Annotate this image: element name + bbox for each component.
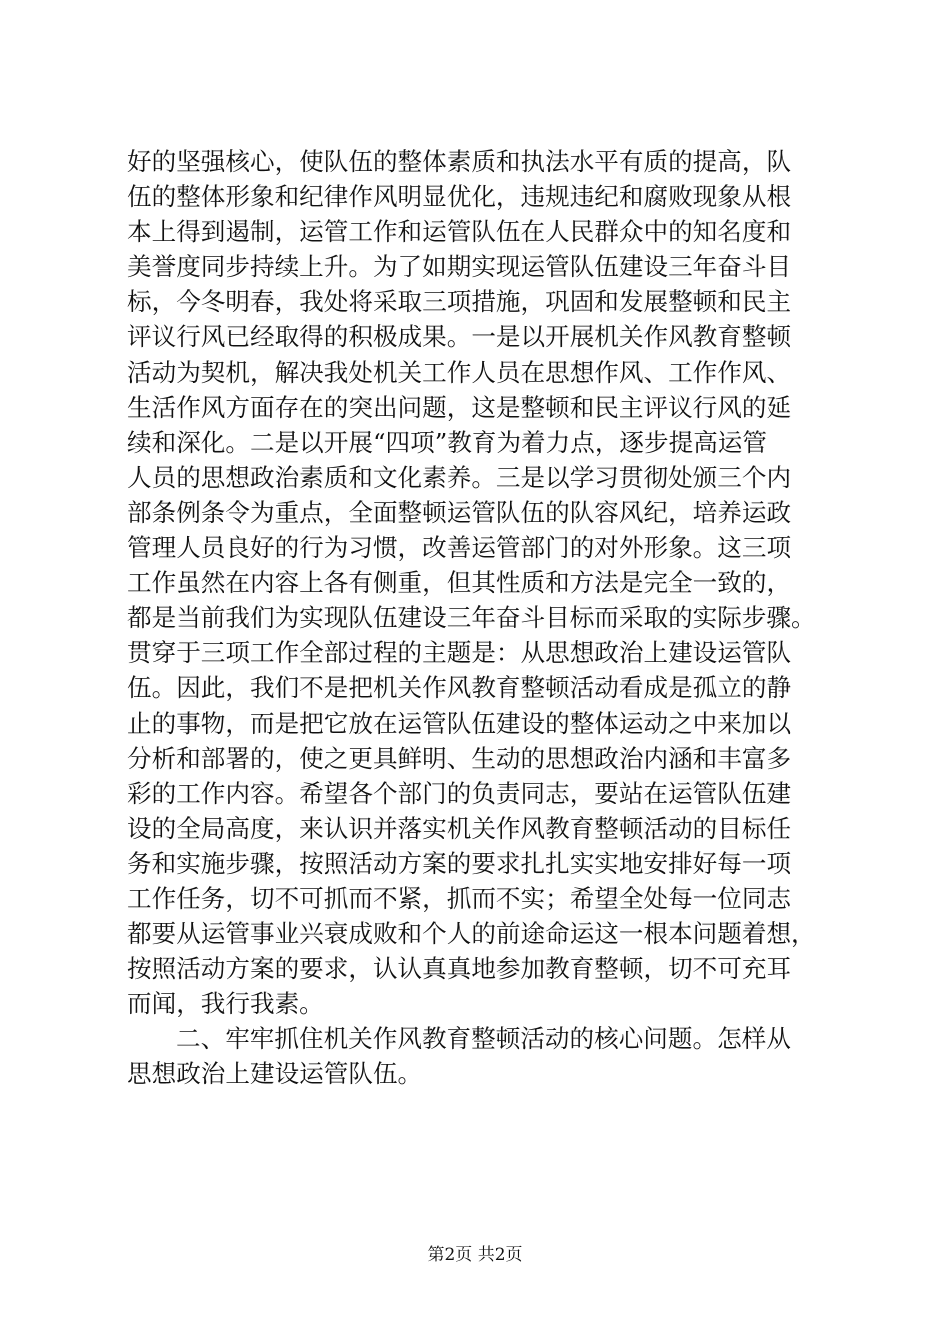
text-line: 本上得到遏制，运管工作和运管队伍在人民群众中的知名度和: [127, 217, 792, 247]
text-line: 伍的整体形象和纪律作风明显优化，违规违纪和腐败现象从根: [127, 182, 792, 212]
text-line: 人员的思想政治素质和文化素养。三是以学习贯彻处颁三个内: [127, 462, 792, 492]
text-line: 设的全局高度，来认识并落实机关作风教育整顿活动的目标任: [127, 813, 792, 843]
section-heading-line: 二、牢牢抓住机关作风教育整顿活动的核心问题。怎样从: [176, 1024, 791, 1054]
section-heading-line: 思想政治上建设运管队伍。: [127, 1059, 423, 1089]
text-line: 部条例条令为重点，全面整顿运管队伍的队容风纪，培养运政: [127, 497, 792, 527]
paragraph-1: [127, 144, 827, 1021]
text-line: 生活作风方面存在的突出问题，这是整顿和民主评议行风的延: [127, 392, 792, 422]
text-line: 美誉度同步持续上升。为了如期实现运管队伍建设三年奋斗目: [127, 252, 792, 282]
text-line: 分析和部署的，使之更具鲜明、生动的思想政治内涵和丰富多: [127, 743, 792, 773]
text-line: 好的坚强核心，使队伍的整体素质和执法水平有质的提高，队: [127, 147, 792, 176]
text-line: 都要从运管事业兴衰成败和个人的前途命运这一根本问题着想，: [127, 919, 816, 949]
text-line: 管理人员良好的行为习惯，改善运管部门的对外形象。这三项: [127, 533, 792, 563]
text-line: 都是当前我们为实现队伍建设三年奋斗目标而采取的实际步骤。: [127, 603, 816, 633]
text-line: 标，今冬明春，我处将采取三项措施，巩固和发展整顿和民主: [127, 287, 792, 317]
text-line: 止的事物，而是把它放在运管队伍建设的整体运动之中来加以: [127, 708, 792, 738]
paragraph-2: [127, 1021, 827, 1091]
text-line: 贯穿于三项工作全部过程的主题是：从思想政治上建设运管队: [127, 638, 792, 668]
text-line: 按照活动方案的要求，认认真真地参加教育整顿，切不可充耳: [127, 954, 792, 984]
text-line: 彩的工作内容。希望各个部门的负责同志，要站在运管队伍建: [127, 778, 792, 808]
document-body: [127, 144, 827, 1092]
text-line: 工作任务，切不可抓而不紧，抓而不实；希望全处每一位同志: [127, 883, 792, 913]
text-line: 伍。因此，我们不是把机关作风教育整顿活动看成是孤立的静: [127, 673, 792, 703]
text-line: 工作虽然在内容上各有侧重，但其性质和方法是完全一致的，: [127, 568, 792, 598]
text-line: 务和实施步骤，按照活动方案的要求扎扎实实地安排好每一项: [127, 848, 792, 878]
page-number-footer: 第2页 共2页: [427, 1245, 523, 1265]
text-line: 续和深化。二是以开展“四项”教育为着力点，逐步提高运管: [127, 427, 767, 457]
text-line: 评议行风已经取得的积极成果。一是以开展机关作风教育整顿: [127, 322, 792, 352]
text-line: 而闻，我行我素。: [127, 989, 324, 1019]
text-line: 活动为契机，解决我处机关工作人员在思想作风、工作作风、: [127, 357, 792, 387]
